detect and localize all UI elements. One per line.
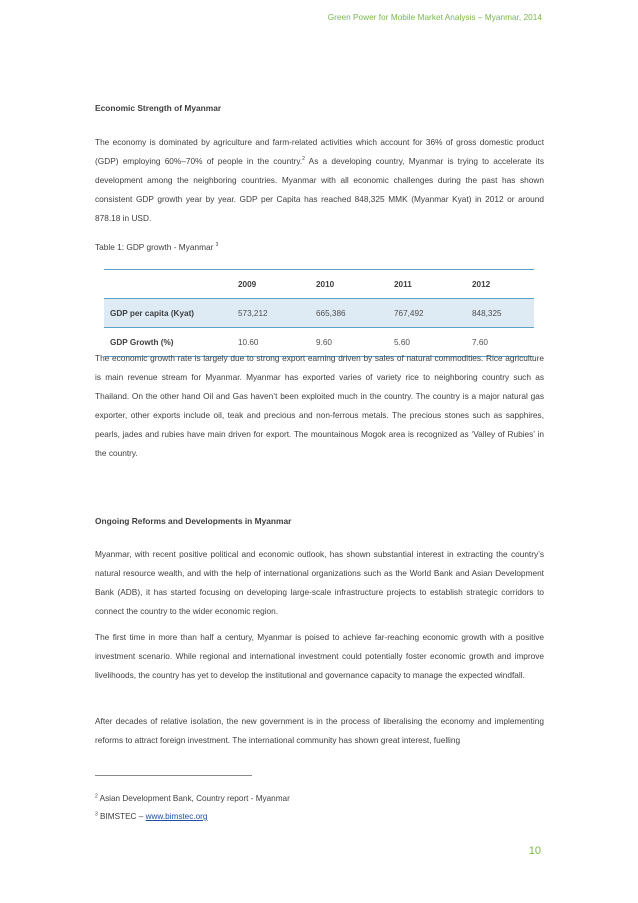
table-header-row bbox=[104, 270, 534, 299]
footnote-reference[interactable]: 2 bbox=[302, 156, 305, 163]
column-header: 2012 bbox=[472, 279, 491, 289]
body-paragraph: The first time in more than half a century, Myanmar is poised to achieve far-reaching economic growth with a positive investment scenario. While regional and international investment could potentially foster economic growth and improve livelihoods, the country has yet to develop the institutional and governance capacity to manage the expected windfall. bbox=[95, 632, 544, 680]
table-cell: 573,212 bbox=[238, 308, 268, 318]
body-paragraph bbox=[95, 133, 544, 228]
table-row bbox=[104, 299, 534, 328]
body-paragraph: Myanmar, with recent positive political and economic outlook, has shown substantial interest in extracting the country’s natural resource wealth, and with the help of international organizations such as the World Bank and Asian Development Bank (ADB), it has started focusing on developing large-scale infrastructure projects to establish strategic corridors to connect the country to the wider economic region. bbox=[95, 549, 544, 616]
bimstec-link[interactable]: www.bimstec.org bbox=[145, 812, 208, 821]
table-cell: 848,325 bbox=[472, 308, 502, 318]
table-cell: 665,386 bbox=[316, 308, 346, 318]
table-cell: 10.60 bbox=[238, 337, 259, 347]
footnote-number: 3 bbox=[95, 811, 98, 818]
footnote-2 bbox=[95, 794, 290, 803]
section-economic-strength bbox=[95, 103, 544, 113]
section-ongoing-reforms bbox=[95, 516, 544, 526]
column-header: 2011 bbox=[394, 279, 412, 289]
table-cell: 9.60 bbox=[316, 337, 332, 347]
economy-paragraph bbox=[95, 133, 544, 228]
table-cell: 767,492 bbox=[394, 308, 424, 318]
body-paragraph: The economic growth rate is largely due to strong export earning driven by sales of natural commodities. Rice agriculture is main revenue stream for Myanmar. Myanmar has exported varies of variety rice to neighboring country such as Thailand. On the other hand Oil and Gas haven’t been exploited much in the country. The country is a major natural gas exporter, other exports include oil, teak and precious and non-ferrous metals. The precious stones such as sapphires, pearls, jades and rubies have main driven for export. The mountainous Mogok area is recognized as ‘Valley of Rubies’ in the country. bbox=[95, 353, 544, 458]
footnote-3 bbox=[95, 812, 207, 821]
row-header: GDP Growth (%) bbox=[110, 337, 174, 347]
table-cell: 7.60 bbox=[472, 337, 488, 347]
column-header: 2009 bbox=[238, 279, 257, 289]
row-header: GDP per capita (Kyat) bbox=[110, 308, 195, 318]
page-number: 10 bbox=[528, 845, 541, 857]
footnote-number: 2 bbox=[95, 793, 98, 800]
export-paragraph-wrap bbox=[95, 349, 544, 463]
caption-text: Table 1: GDP growth - Myanmar bbox=[95, 242, 216, 252]
table-cell: 5.60 bbox=[394, 337, 410, 347]
footnote-reference[interactable]: 3 bbox=[215, 242, 219, 249]
table-corner-cell bbox=[104, 270, 230, 299]
footnote-separator bbox=[95, 775, 252, 776]
body-paragraph: After decades of relative isolation, the new government is in the process of liberalising the economy and implementing reforms to attract foreign investment. The international community has shown great interest, fuelling bbox=[95, 716, 544, 745]
paragraph-text: As a developing country, Myanmar is trying to accelerate its development among the neighboring countries. Myanmar with all economic challenges during the past has shown consistent GDP growth year by year. GDP per Capita has reached 848,325 MMK (Myanmar Kyat) in 2012 or around 878.18 in USD. bbox=[95, 156, 544, 223]
footnote-text: Asian Development Bank, Country report - Myanmar bbox=[97, 794, 290, 803]
section-title: Economic Strength of Myanmar bbox=[95, 103, 222, 113]
reforms-paragraph-2-wrap bbox=[95, 628, 544, 685]
table-caption bbox=[95, 242, 544, 252]
table-caption-wrap bbox=[95, 242, 544, 252]
running-header: Green Power for Mobile Market Analysis – Myanmar, 2014 bbox=[327, 13, 542, 22]
gdp-table bbox=[104, 269, 534, 357]
paragraph-text: The economy is dominated by agriculture and farm-related activities which account for 36% of gross domestic product (GDP) employing 60%–70% of people in the country. bbox=[95, 137, 544, 166]
section-title: Ongoing Reforms and Developments in Myanmar bbox=[95, 516, 292, 526]
reforms-paragraph-1-wrap bbox=[95, 545, 544, 621]
column-header: 2010 bbox=[316, 279, 335, 289]
reforms-paragraph-3-wrap bbox=[95, 712, 544, 750]
footnote-text: BIMSTEC – bbox=[97, 812, 146, 821]
